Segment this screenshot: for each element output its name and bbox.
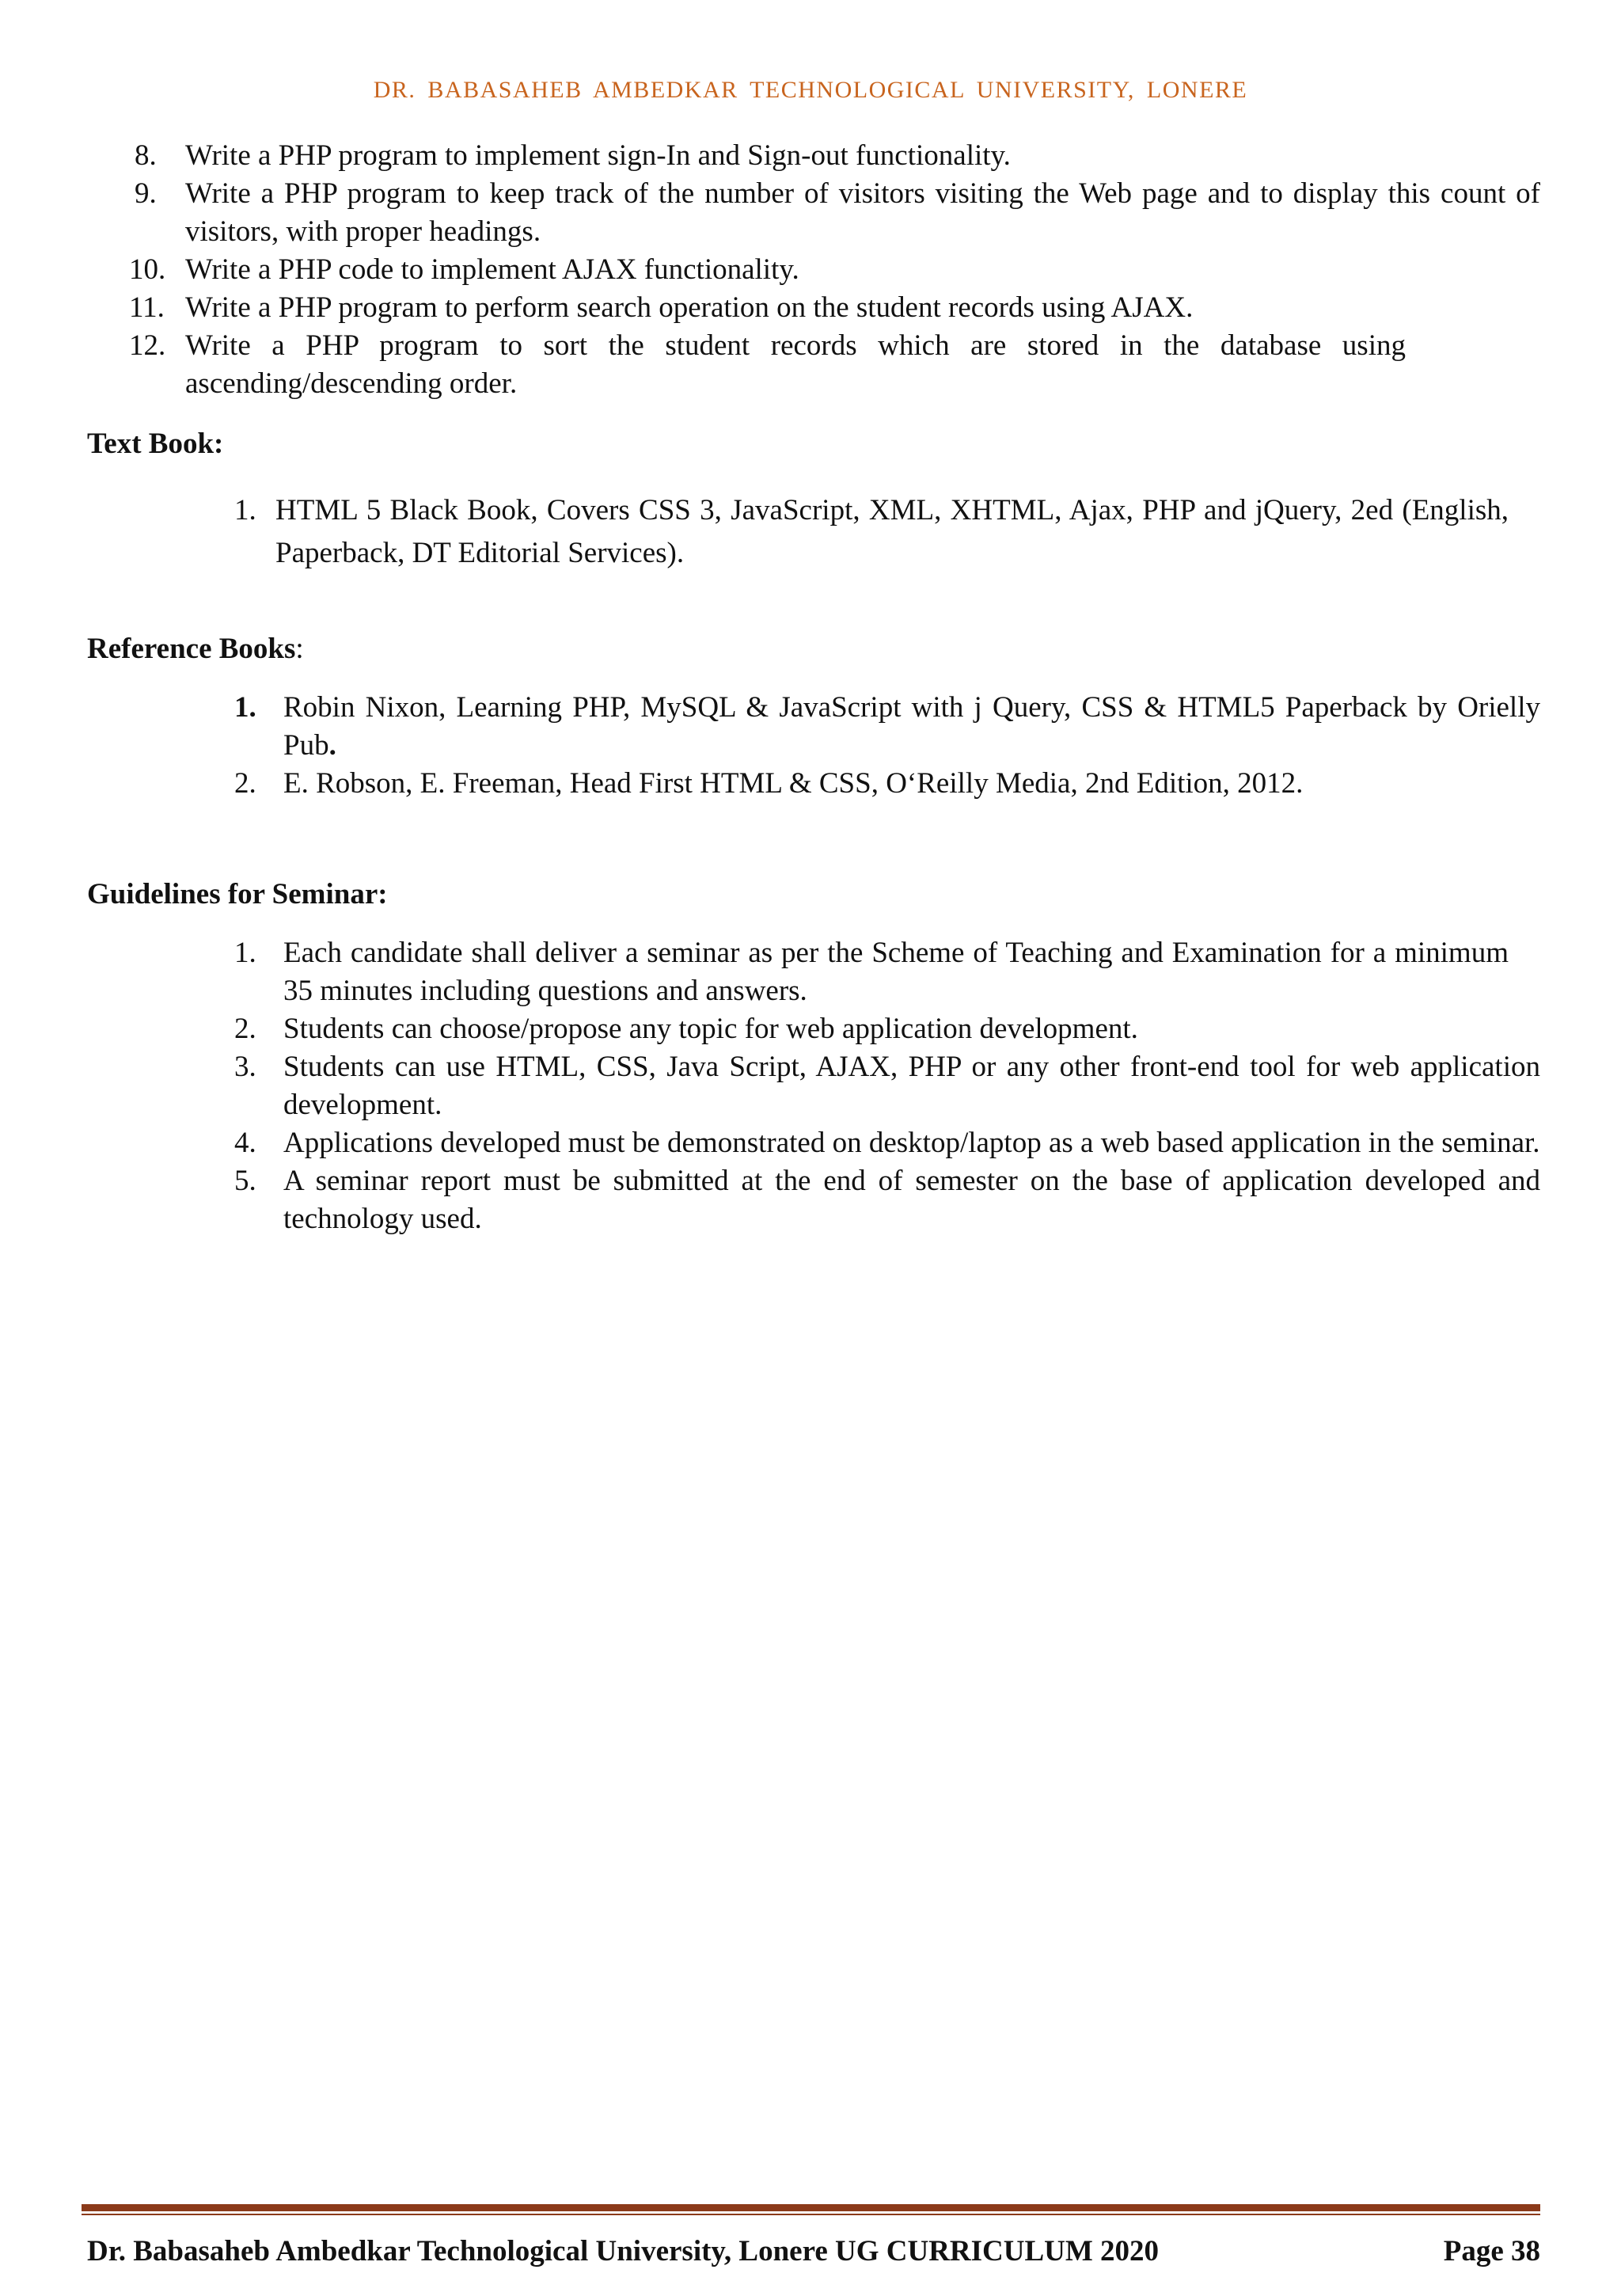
- heading-text: Reference Books: [87, 633, 296, 665]
- list-item: [131, 327, 1540, 403]
- footer-divider: [82, 2204, 1540, 2211]
- item-text: Write a PHP program to sort the student records which are stored in the database using ascending/descending order.: [185, 329, 1406, 400]
- list-item: [131, 289, 1540, 327]
- item-number: 2.: [234, 767, 256, 800]
- item-number: 4.: [234, 1127, 256, 1159]
- list-item: [234, 1124, 1540, 1162]
- reference-books-heading: [87, 630, 304, 668]
- list-item: [131, 251, 1540, 289]
- item-number: 5.: [234, 1165, 256, 1197]
- text-book-heading: Text Book:: [87, 428, 224, 460]
- running-header: DR. BABASAHEB AMBEDKAR TECHNOLOGICAL UNIVERSITY, LONERE: [373, 77, 1248, 103]
- item-text: HTML 5 Black Book, Covers CSS 3, JavaScript, XML, XHTML, Ajax, PHP and jQuery, 2ed (English, Paperback, DT Editorial Services).: [275, 494, 1509, 569]
- reference-books-list: [234, 689, 1540, 803]
- item-number: 8.: [135, 139, 157, 172]
- item-text: Write a PHP program to keep track of the number of visitors visiting the Web page and to display this count of visitors, with proper headings.: [185, 177, 1540, 248]
- item-number: 11.: [129, 291, 165, 324]
- list-item: [131, 137, 1540, 175]
- page-number: Page 38: [1443, 2235, 1540, 2267]
- item-number: 9.: [135, 177, 157, 210]
- list-item: [234, 1162, 1540, 1238]
- heading-colon: :: [295, 633, 304, 665]
- item-number: 1.: [234, 937, 256, 969]
- list-item: [234, 934, 1540, 1010]
- item-text: Students can use HTML, CSS, Java Script, AJAX, PHP or any other front-end tool for web application development.: [283, 1051, 1540, 1121]
- item-text: Write a PHP program to perform search operation on the student records using AJAX.: [185, 291, 1194, 324]
- list-item: [131, 175, 1540, 251]
- item-text: Students can choose/propose any topic for web application development.: [283, 1013, 1138, 1045]
- item-trailing-mark: .: [328, 729, 336, 762]
- item-text: E. Robson, E. Freeman, Head First HTML & CSS, O‘Reilly Media, 2nd Edition, 2012.: [283, 767, 1304, 800]
- item-text: Applications developed must be demonstrated on desktop/laptop as a web based application in the seminar.: [283, 1127, 1540, 1159]
- item-text: Write a PHP program to implement sign-In and Sign-out functionality.: [185, 139, 1011, 172]
- footer-divider-thin: [82, 2214, 1540, 2215]
- item-text: Each candidate shall deliver a seminar as per the Scheme of Teaching and Examination for a minimum 35 minutes including questions and answers.: [283, 937, 1509, 1007]
- item-text: Robin Nixon, Learning PHP, MySQL & JavaScript with j Query, CSS & HTML5 Paperback by Orielly Pub: [283, 691, 1540, 762]
- item-text: A seminar report must be submitted at the end of semester on the base of application developed and technology used.: [283, 1165, 1540, 1235]
- guidelines-heading: Guidelines for Seminar:: [87, 878, 388, 910]
- list-item: [234, 689, 1540, 765]
- footer-title: Dr. Babasaheb Ambedkar Technological University, Lonere UG CURRICULUM 2020: [87, 2235, 1160, 2267]
- list-item: [234, 489, 1509, 575]
- item-number: 2.: [234, 1013, 256, 1045]
- item-text: Write a PHP code to implement AJAX functionality.: [185, 253, 799, 286]
- item-number: 3.: [234, 1051, 256, 1083]
- list-item: [234, 1048, 1540, 1124]
- item-number: 10.: [129, 253, 166, 286]
- item-number: 1.: [234, 494, 256, 526]
- item-number: 12.: [129, 329, 166, 362]
- guidelines-list: [234, 934, 1540, 1238]
- lab-exercise-list: [131, 137, 1540, 403]
- list-item: [234, 1010, 1540, 1048]
- list-item: [234, 765, 1540, 803]
- item-number: 1.: [234, 691, 256, 724]
- text-book-list: [234, 489, 1509, 575]
